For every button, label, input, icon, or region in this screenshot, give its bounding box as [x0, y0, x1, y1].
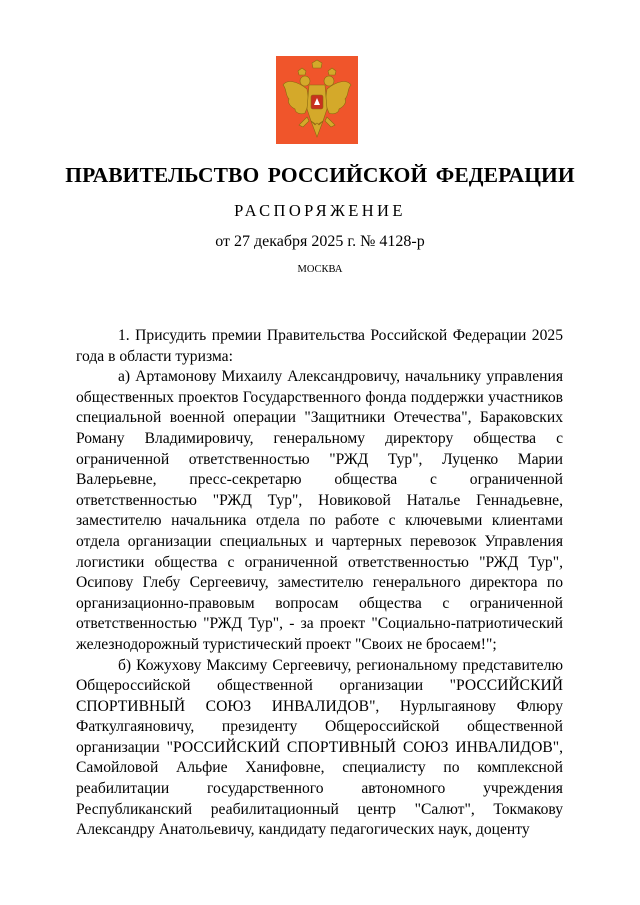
double-headed-eagle-icon	[279, 59, 355, 141]
government-title: ПРАВИТЕЛЬСТВО РОССИЙСКОЙ ФЕДЕРАЦИИ	[65, 163, 575, 187]
document-type: РАСПОРЯЖЕНИЕ	[234, 201, 406, 220]
document-date-number: от 27 декабря 2025 г. № 4128-р	[215, 233, 425, 250]
paragraph-a: а) Артамонову Михаилу Александровичу, начальнику управления общественных проектов Государственного фонда поддержки участников специальной военной операции "Защитники Отечества", Бараковских Роману Владимировичу, генеральному директору общества с ограниченной ответственностью "РЖД Тур", Луценко Марии Валерьевне, пресс-секретарю общества с ограниченной ответственностью "РЖД Тур", Новиковой Наталье Геннадьевне, заместителю начальника отдела по работе с ключевыми клиентами отдела организации специальных и чартерных перевозок Управления логистики общества с ограниченной ответственностью "РЖД Тур", Осипову Глебу Сергеевичу, заместителю генерального директора по организационно-правовым вопросам общества с ограниченной ответственностью "РЖД Тур", - за проект "Социально-патриотический железнодорожный туристический проект "Своих не бросаем!";	[76, 368, 563, 653]
paragraph-b: б) Кожухову Максиму Сергеевичу, региональному представителю Общероссийской общественной организации "РОССИЙСКИЙ СПОРТИВНЫЙ СОЮЗ ИНВАЛИДОВ", Нурлыгаянову Флюру Фаткулгаяновичу, президенту Общероссийской общественной организации "РОССИЙСКИЙ СПОРТИВНЫЙ СОЮЗ ИНВАЛИДОВ", Самойловой Альфие Ханифовне, специалисту по комплексной реабилитации государственного автономного учреждения Республиканский реабилитационный центр "Салют", Токмакову Александру Анатольевичу, кандидату педагогических наук, доценту	[76, 656, 563, 839]
document-body	[76, 326, 563, 841]
coat-of-arms-icon	[276, 56, 358, 144]
document-city: МОСКВА	[297, 264, 343, 275]
paragraph-1: 1. Присудить премии Правительства Российской Федерации 2025 года в области туризма:	[76, 327, 563, 365]
